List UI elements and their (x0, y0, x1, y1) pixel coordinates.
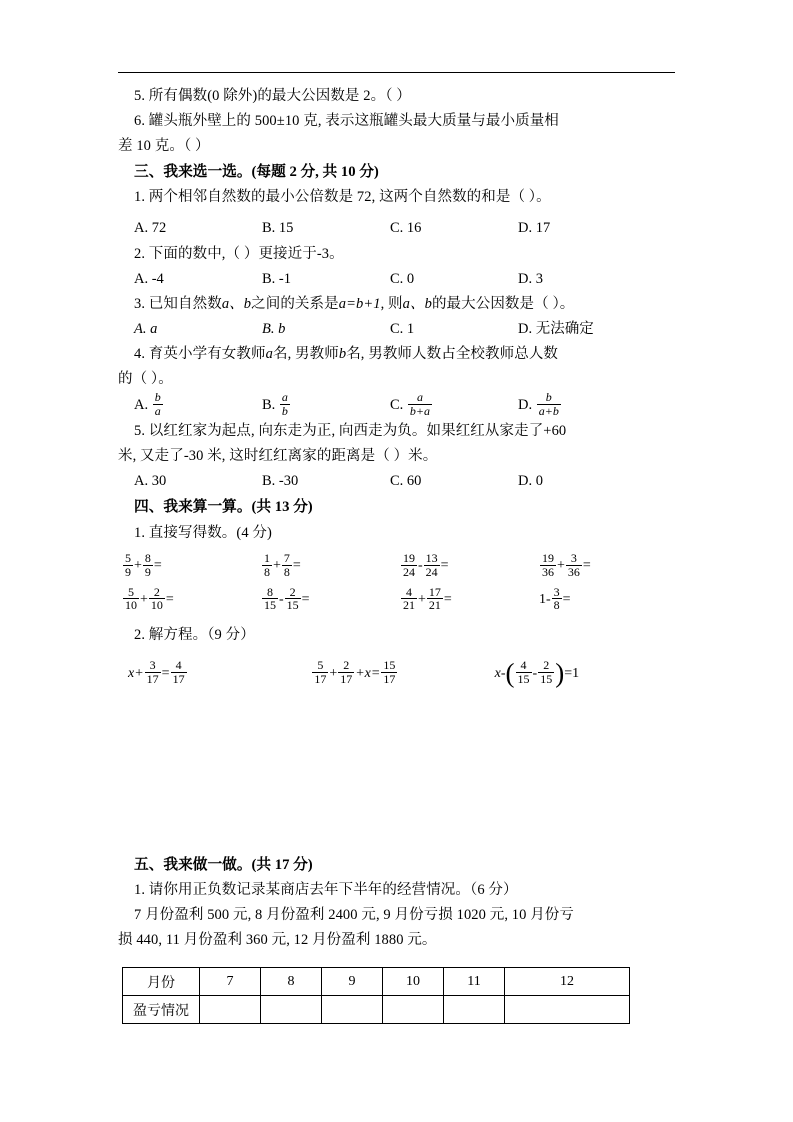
fraction: $\frac{b}{a}$ (154, 390, 161, 419)
fraction: $\frac{4}{17}$ (172, 658, 185, 687)
calc-item (539, 550, 678, 580)
option-d[interactable]: D. $\frac{b}{a+b}$ (518, 390, 559, 419)
q3-vars-2: a、b (402, 295, 432, 312)
fraction: $\frac{2}{17}$ (340, 658, 353, 687)
section3-question-2-options (118, 267, 678, 292)
section5-question-1: 1. 请你用正负数记录某商店去年下半年的经营情况。（6 分） (134, 882, 518, 899)
option-a[interactable]: A. a (134, 320, 158, 337)
eq3-lead: x- (494, 665, 506, 681)
section3-question-3-options (118, 317, 678, 342)
option-b[interactable]: B. $\frac{a}{b}$ (262, 390, 288, 419)
lead-number: 1- (539, 591, 551, 607)
option-a[interactable]: A. $\frac{b}{a}$ (134, 390, 161, 419)
q3-text-3: , 则 (380, 295, 403, 312)
fraction: $\frac{5}{9}$ (125, 550, 131, 579)
calc-row-2 (118, 584, 678, 614)
fraction: $\frac{4}{21}$ (403, 584, 415, 613)
question-5-judge: 5. 所有偶数(0 除外)的最大公因数是 2。（ ） (134, 88, 411, 104)
table-cell-month: 8 (261, 968, 322, 996)
equals: = (582, 558, 591, 574)
operator: - (418, 558, 423, 574)
calc-item (261, 550, 400, 580)
fraction: $\frac{5}{10}$ (125, 584, 137, 613)
option-a[interactable]: A. 30 (134, 472, 167, 489)
option-c[interactable]: C. 1 (390, 320, 415, 337)
q4-text-3: 名, 男教师人数占全校教师总人数 (346, 346, 559, 363)
operator: + (140, 591, 148, 607)
fraction: $\frac{3}{8}$ (553, 584, 560, 613)
section3-question-4-line1 (118, 342, 678, 367)
section5-question-1-line1: 7 月份盈利 500 元, 8 月份盈利 2400 元, 9 月份亏损 1020 元, 10 月份亏 (134, 907, 574, 924)
table-cell-answer[interactable] (322, 996, 383, 1024)
table-row-header-profit-loss: 盈亏情况 (123, 996, 200, 1024)
right-paren: ) (555, 658, 565, 689)
table-cell-answer[interactable] (261, 996, 322, 1024)
fraction: $\frac{19}{36}$ (542, 550, 554, 579)
table-cell-answer[interactable] (383, 996, 444, 1024)
equals: = (153, 558, 162, 574)
profit-loss-table (122, 967, 630, 1024)
eq1-equals: = (161, 665, 170, 681)
fraction: $\frac{2}{15}$ (540, 658, 553, 687)
option-d[interactable]: D. 0 (518, 472, 543, 489)
option-c[interactable]: C. 0 (390, 270, 415, 287)
section3-question-3 (118, 292, 678, 317)
section3-question-2: 2. 下面的数中,（ ）更接近于-3。 (134, 245, 344, 262)
section-5-heading: 五、我来做一做。(共 17 分) (134, 857, 313, 873)
q3-vars-1: a、b (221, 295, 252, 312)
fraction: $\frac{b}{a+b}$ (538, 390, 559, 419)
section-4-heading: 四、我来算一算。(共 13 分) (134, 499, 313, 516)
option-c[interactable]: C. 16 (390, 220, 422, 237)
option-c[interactable]: C. $\frac{a}{b+a}$ (390, 390, 431, 419)
q3-text-1: 3. 已知自然数 (134, 295, 222, 312)
table-cell-answer[interactable] (200, 996, 261, 1024)
fraction: $\frac{13}{24}$ (425, 550, 438, 579)
left-paren: ( (505, 658, 515, 689)
q4-text-1: 4. 育英小学有女教师 (134, 346, 266, 363)
operator: + (134, 558, 142, 574)
section4-question-1: 1. 直接写得数。(4 分) (134, 524, 272, 541)
fraction: $\frac{a}{b}$ (281, 390, 288, 419)
table-row (123, 996, 630, 1024)
section3-question-4-options (118, 392, 678, 419)
eq1-lead: x+ (128, 665, 144, 681)
equals: = (165, 591, 174, 607)
fraction: $\frac{5}{17}$ (314, 658, 327, 687)
operator: + (557, 558, 565, 574)
q3-equation: a=b+1 (338, 295, 381, 312)
equation-3 (495, 660, 678, 687)
table-row-header-month: 月份 (123, 968, 200, 996)
header-rule (118, 72, 675, 73)
equals: = (562, 591, 571, 607)
section4-question-2: 2. 解方程。（9 分） (134, 627, 255, 644)
calc-item (400, 584, 539, 614)
equation-1 (128, 660, 311, 687)
calc-item (539, 584, 678, 614)
fraction: $\frac{15}{17}$ (383, 658, 396, 687)
q4-var-a: a (265, 346, 273, 363)
section3-question-5-line2: 米, 又走了-30 米, 这时红红离家的距离是（ ）米。 (118, 447, 438, 464)
calc-item (122, 584, 261, 614)
exam-content (118, 84, 678, 687)
section3-question-1-options (118, 216, 678, 241)
operator: + (418, 591, 426, 607)
eq3-tail: =1 (564, 665, 580, 681)
table-cell-month: 7 (200, 968, 261, 996)
section3-question-5-line1: 5. 以红红家为起点, 向东走为正, 向西走为负。如果红红从家走了+60 (134, 422, 567, 439)
table-cell-month: 10 (383, 968, 444, 996)
q3-text-2: 之间的关系是 (251, 295, 339, 312)
eq3-operator: - (532, 665, 538, 681)
fraction: $\frac{8}{15}$ (264, 584, 276, 613)
option-c[interactable]: C. 60 (390, 472, 422, 489)
calc-row-1 (118, 550, 678, 580)
section3-question-5-options (118, 469, 678, 494)
fraction: $\frac{19}{24}$ (403, 550, 415, 579)
option-b[interactable]: B. -30 (262, 472, 299, 489)
q4-var-b: b (338, 346, 347, 363)
fraction: $\frac{3}{17}$ (146, 658, 159, 687)
question-6-judge-line1: 6. 罐头瓶外壁上的 500±10 克, 表示这瓶罐头最大质量与最小质量相 (134, 112, 559, 129)
option-a[interactable]: A. -4 (134, 270, 164, 287)
calc-item (122, 550, 261, 580)
equation-2 (311, 660, 494, 687)
fraction: $\frac{2}{10}$ (150, 584, 163, 613)
fraction: $\frac{7}{8}$ (283, 550, 290, 579)
question-6-judge-line2: 差 10 克。（ ） (118, 137, 210, 154)
section5-question-1-line2: 损 440, 11 月份盈利 360 元, 12 月份盈利 1880 元。 (118, 932, 437, 949)
fraction: $\frac{2}{15}$ (286, 584, 299, 613)
q4-text-2: 名, 男教师 (272, 346, 339, 363)
table-cell-answer[interactable] (505, 996, 630, 1024)
section3-question-4-line2: 的（ ）。 (118, 371, 173, 388)
option-d[interactable]: D. 无法确定 (518, 320, 594, 337)
table-cell-answer[interactable] (444, 996, 505, 1024)
calc-item (400, 550, 539, 580)
equals: = (440, 558, 449, 574)
table-row (123, 968, 630, 996)
option-b[interactable]: B. b (262, 320, 286, 337)
spacer (118, 613, 678, 623)
option-a[interactable]: A. 72 (134, 220, 167, 237)
table-cell-month: 11 (444, 968, 505, 996)
equals: = (301, 591, 310, 607)
eq2-mid: +x= (355, 665, 381, 681)
fraction: $\frac{4}{15}$ (517, 658, 530, 687)
operator: + (273, 558, 281, 574)
equals: = (292, 558, 301, 574)
fraction: $\frac{3}{36}$ (567, 550, 580, 579)
table-cell-month: 12 (505, 968, 630, 996)
section-3-heading: 三、我来选一选。(每题 2 分, 共 10 分) (134, 163, 379, 180)
option-d[interactable]: D. 17 (518, 220, 551, 237)
option-d[interactable]: D. 3 (518, 270, 543, 287)
operator: - (279, 591, 284, 607)
section-5 (118, 852, 678, 1024)
equation-row (118, 660, 678, 687)
fraction: $\frac{1}{8}$ (264, 550, 270, 579)
option-b[interactable]: B. 15 (262, 220, 294, 237)
fraction: $\frac{a}{b+a}$ (409, 390, 431, 419)
calc-item (261, 584, 400, 614)
fraction: $\frac{17}{21}$ (428, 584, 441, 613)
option-b[interactable]: B. -1 (262, 270, 291, 287)
q3-text-4: 的最大公因数是（ ）。 (431, 295, 575, 312)
table-cell-month: 9 (322, 968, 383, 996)
equals: = (443, 591, 452, 607)
eq2-operator: + (329, 665, 338, 681)
fraction: $\frac{8}{9}$ (144, 550, 151, 579)
section3-question-1: 1. 两个相邻自然数的最小公倍数是 72, 这两个自然数的和是（ ）。 (134, 189, 551, 206)
